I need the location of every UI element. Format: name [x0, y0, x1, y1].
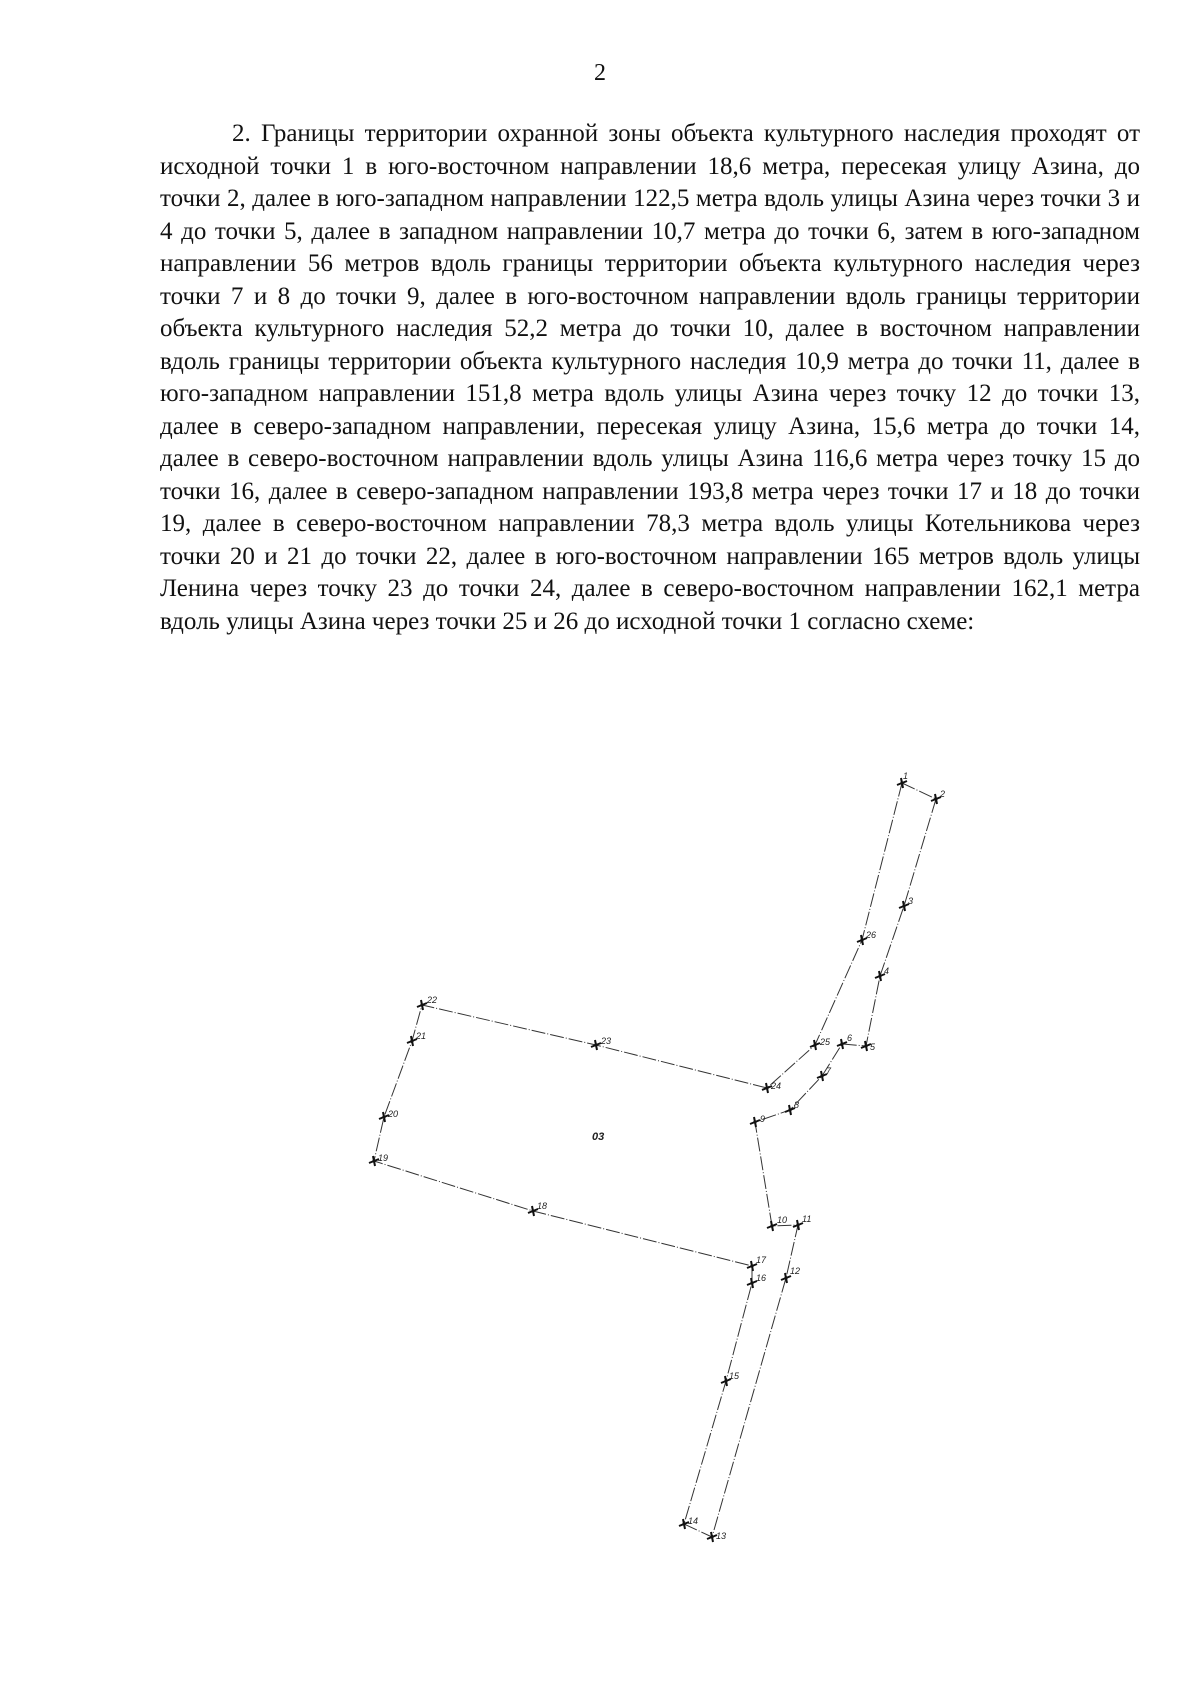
point-dot: [410, 1039, 413, 1042]
boundary-point-6: [837, 1033, 852, 1049]
point-dot: [784, 1276, 787, 1279]
point-label: 23: [601, 1036, 612, 1046]
point-label: 12: [790, 1266, 801, 1276]
boundary-point-10: [767, 1215, 787, 1231]
point-label: 24: [771, 1081, 782, 1091]
point-label: 7: [826, 1066, 832, 1076]
point-label: 19: [378, 1153, 389, 1163]
point-label: 16: [756, 1273, 767, 1283]
point-label: 18: [537, 1201, 548, 1211]
boundary-point-20: [379, 1109, 398, 1122]
boundary-point-11: [793, 1214, 811, 1230]
point-dot: [765, 1086, 768, 1089]
point-label: 4: [884, 966, 890, 976]
point-dot: [710, 1535, 713, 1538]
point-label: 20: [388, 1109, 399, 1119]
point-label: 17: [756, 1255, 767, 1265]
point-dot: [750, 1264, 753, 1267]
point-label: 25: [820, 1037, 831, 1047]
boundary-points: [369, 771, 945, 1542]
boundary-point-4: [875, 966, 889, 981]
point-dot: [724, 1379, 727, 1382]
point-label: 21: [416, 1031, 427, 1041]
point-dot: [840, 1042, 843, 1045]
boundary-point-2: [931, 789, 945, 804]
boundary-line: [374, 783, 936, 1537]
area-label: 03: [592, 1131, 605, 1143]
point-dot: [594, 1043, 597, 1046]
point-dot: [420, 1003, 423, 1006]
boundary-point-16: [747, 1273, 766, 1288]
boundary-description: 2. Границы территории охранной зоны объекта культурного наследия проходят от исходной точки 1 в юго-восточном направлении 18,6 метра, пересекая улицу Азина, до точки 2, далее в юго-западном направлении 122,5 метра вдоль улицы Азина через точки 3 и 4 до точки 5, далее в западном направлении 10,7 метра до точки 6, затем в юго-западном направлении 56 метров вдоль границы территории объекта культурного наследия через точки 7 и 8 до точки 9, далее в юго-восточном направлении вдоль границы территории объекта культурного наследия 52,2 метра до точки 10, далее в восточном направлении вдоль границы территории объекта культурного наследия 10,9 метра до точки 11, далее в юго-западном направлении 151,8 метра вдоль улицы Азина через точку 12 до точки 13, далее в северо-западном направлении, пересекая улицу Азина, 15,6 метра до точки 14, далее в северо-восточном направлении вдоль улицы Азина 116,6 метра через точку 15 до точки 16, далее в северо-западном направлении 193,8 метра через точки 17 и 18 до точки 19, далее в северо-восточном направлении 78,3 метра вдоль улицы Котельникова через точки 20 и 21 до точки 22, далее в юго-восточном направлении 165 метров вдоль улицы Ленина через точку 23 до точки 24, далее в северо-восточном направлении 162,1 метра вдоль улицы Азина через точки 25 и 26 до исходной точки 1 согласно схеме:: [160, 120, 1140, 635]
point-label: 8: [794, 1100, 800, 1110]
point-dot: [864, 1044, 867, 1047]
point-label: 14: [688, 1516, 699, 1526]
point-dot: [813, 1043, 816, 1046]
boundary-point-15: [721, 1371, 740, 1386]
point-dot: [820, 1074, 823, 1077]
point-label: 5: [870, 1042, 876, 1052]
boundary-point-25: [810, 1037, 831, 1050]
page-number: 2: [594, 60, 606, 86]
boundary-point-9: [750, 1114, 765, 1127]
boundary-point-5: [861, 1041, 876, 1052]
point-label: 10: [777, 1215, 788, 1225]
point-dot: [682, 1522, 685, 1525]
point-dot: [770, 1224, 773, 1227]
point-label: 9: [760, 1114, 766, 1124]
point-label: 15: [729, 1371, 740, 1381]
point-dot: [382, 1115, 385, 1118]
point-dot: [531, 1209, 534, 1212]
boundary-point-17: [747, 1255, 767, 1271]
point-label: 1: [903, 771, 909, 781]
boundary-point-21: [407, 1031, 426, 1046]
boundary-point-26: [857, 930, 876, 945]
point-label: 6: [847, 1033, 853, 1043]
point-dot: [753, 1120, 756, 1123]
point-dot: [750, 1281, 753, 1284]
point-dot: [902, 904, 905, 907]
point-dot: [796, 1223, 799, 1226]
point-dot: [878, 974, 881, 977]
point-dot: [372, 1159, 375, 1162]
point-label: 3: [908, 896, 914, 906]
point-label: 13: [716, 1531, 727, 1541]
point-label: 22: [427, 995, 438, 1005]
boundary-point-12: [781, 1266, 800, 1283]
point-label: 11: [802, 1214, 812, 1224]
point-label: 26: [866, 930, 877, 940]
boundary-point-7: [817, 1066, 832, 1081]
point-dot: [788, 1108, 791, 1111]
point-dot: [934, 797, 937, 800]
point-label: 2: [940, 789, 946, 799]
point-dot: [900, 781, 903, 784]
point-dot: [860, 938, 863, 941]
boundary-point-14: [679, 1516, 698, 1529]
